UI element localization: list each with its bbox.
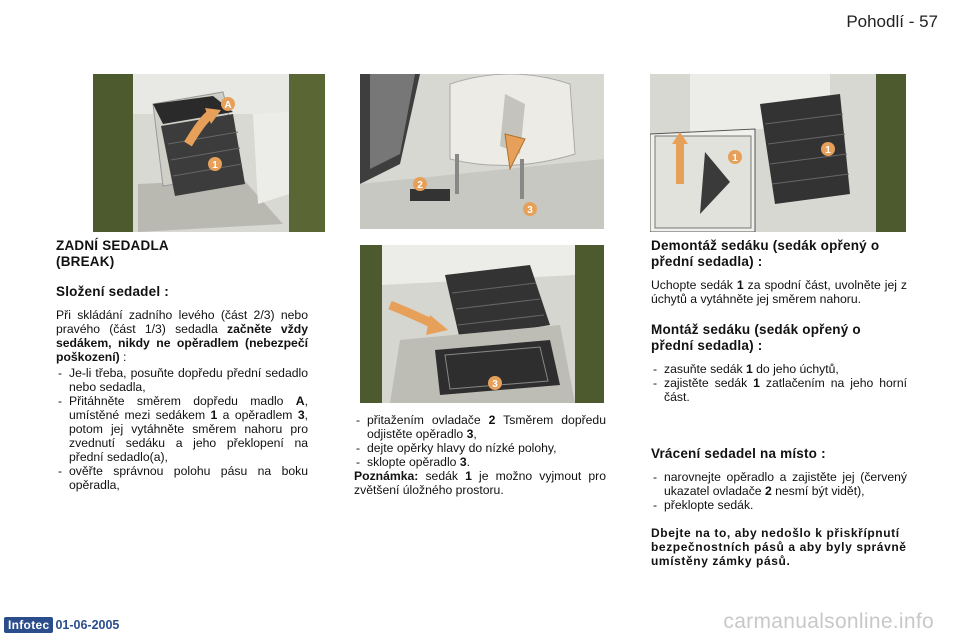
photo-label-3: 3 [492,379,498,390]
folding-steps-list [56,366,308,492]
photo-label-a: A [224,100,232,111]
photo-cushion-removal [650,74,906,232]
photo-label-1: 1 [732,153,738,164]
list-item: - Přitáhněte směrem dopředu madlo A, umístěné mezi sedákem 1 a opěradlem 3, potom jej vytáhněte směrem nahoru pro zvednutí sedáku a jeho překlopení na přední sedadlo(a), [56,394,308,464]
note-paragraph: Poznámka: sedák 1 je možno vyjmout pro zvětšení úložného prostoru. [354,469,606,497]
photo-label-3: 3 [527,205,533,216]
footer-date: 01-06-2005 [55,618,120,632]
photo-backrest-fold [360,245,604,403]
photo-headrest-lever [360,74,604,229]
warning-text: Dbejte na to, aby nedošlo k přiskřípnutí bezpečnostních pásů a aby byly správně umístěny zámky pásů. [651,526,907,568]
watermark: carmanualsonline.info [723,610,934,633]
heading-mounting: Montáž sedáku (sedák opřený o přední sedadla) : [651,322,861,353]
list-item: - překlopte sedák. [651,498,907,512]
list-item: - Je-li třeba, posuňte dopředu přední sedadlo nebo sedadla, [56,366,308,394]
heading-removal: Demontáž sedáku (sedák opřený o přední sedadla) : [651,238,880,269]
intro-paragraph: Při skládání zadního levého (část 2/3) nebo pravého (část 1/3) sedadla začněte vždy sedákem, nikdy ne opěradlem (nebezpečí poškození) : [56,308,308,364]
photo-label-2: 2 [417,180,423,191]
list-item: - zajistěte sedák 1 zatlačením na jeho horní část. [651,376,907,404]
column-backrest [354,413,606,499]
list-item: - sklopte opěradlo 3. [354,455,606,469]
list-item: - dejte opěrky hlavy do nízké polohy, [354,441,606,455]
removal-paragraph: Uchopte sedák 1 za spodní část, uvolněte jej z úchytů a vytáhněte jej směrem nahoru. [651,278,907,306]
column-removal [651,238,907,568]
list-item: - přitažením ovladače 2 Tsměrem dopředu odjistěte opěradlo 3, [354,413,606,441]
photo-seat-cushion-fold [93,74,325,232]
photo-label-1b: 1 [825,145,831,156]
heading-restore: Vrácení sedadel na místo : [651,446,826,461]
section-heading: ZADNÍ SEDADLA (BREAK) [56,238,169,269]
photo-label-1: 1 [212,160,218,171]
page-title: Pohodlí - 57 [846,12,938,31]
restore-steps-list [651,470,907,512]
infotec-logo: Infotec [4,617,53,633]
list-item: - ověřte správnou polohu pásu na boku opěradla, [56,464,308,492]
list-item: - narovnejte opěradlo a zajistěte jej (červený ukazatel ovladače 2 nesmí být vidět), [651,470,907,498]
subheading-folding: Složení sedadel : [56,284,169,299]
footer [4,616,204,634]
list-item: - zasuňte sedák 1 do jeho úchytů, [651,362,907,376]
column-rear-seats [56,238,308,492]
mounting-steps-list [651,362,907,404]
backrest-steps-list [354,413,606,469]
